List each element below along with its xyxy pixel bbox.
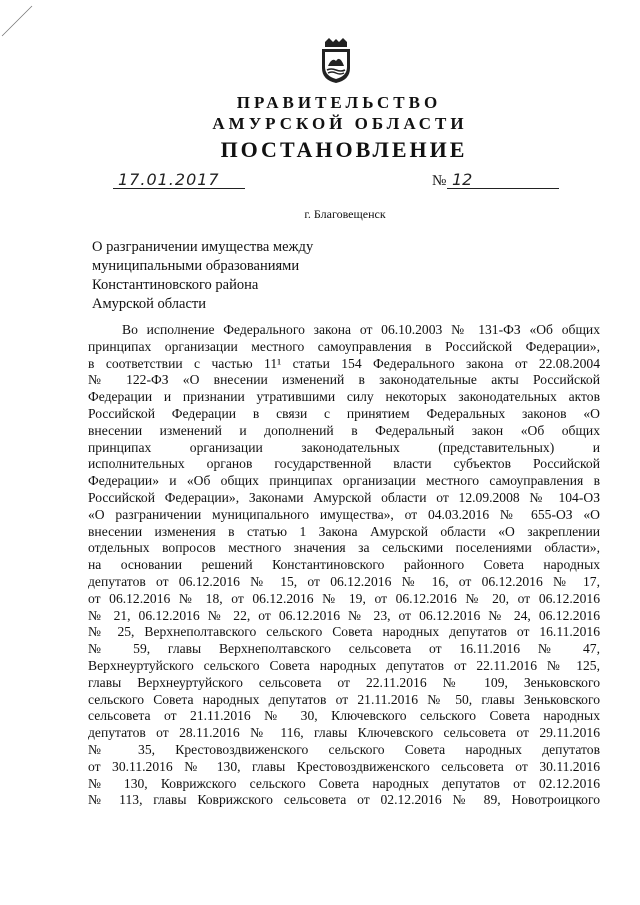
body-line: внесении изменения в статью 1 Закона Амурской области «О закреплении [88,523,600,539]
title-line: Амурской области [92,296,206,312]
body-line: отдельных вопросов местного значения за сельскими поселениями области», [88,540,600,556]
body-line: № 35, Крестовоздвиженского сельского Совета народных депутатов [88,741,600,757]
title-line: О разграничении имущества между [92,239,314,255]
city-name: г. Благовещенск [304,207,386,221]
body-line: Российской Федерации в связи с принятием Федеральных законов «О [88,405,600,421]
document-date: 17.01.2017 [118,170,220,189]
org-name-line2: АМУРСКОЙ ОБЛАСТИ [212,114,468,133]
body-line: внесении изменений и дополнений в Федеральный закон «Об общих [88,422,600,438]
body-line: № 59, главы Верхнеполтавского сельсовета от 16.11.2016 № 47, [88,641,600,657]
body-paragraph [88,322,600,809]
body-line: Верхнеуртуйского сельского Совета народных депутатов от 22.11.2016 № 125, [88,657,600,673]
org-name-line1: ПРАВИТЕЛЬСТВО [236,93,442,112]
document-number: 12 [452,170,473,189]
body-line: на основании решений Константиновского районного Совета народных [88,557,600,573]
body-line: принципах организации законодательных (представительных) и [88,439,600,455]
document-title [92,238,313,314]
number-underline [447,188,559,189]
body-line: сельского Совета народных депутатов от 21.11.2016 № 50, главы Зеньковского [88,691,600,707]
body-line: Российской Федерации», Законами Амурской области от 12.09.2008 № 104-ОЗ [88,489,600,505]
body-line: в соответствии с частью 11¹ статьи 154 Федерального закона от 22.08.2004 [88,355,600,371]
body-line: № 21, 06.12.2016 № 22, от 06.12.2016 № 23, от 06.12.2016 № 24, 06.12.2016 [88,607,600,623]
body-line: № 130, Коврижского сельского Совета народных депутатов от 02.12.2016 [88,775,600,791]
coat-of-arms-icon [319,38,353,84]
body-line: «О разграничении муниципального имущества», от 04.03.2016 № 655-ОЗ «О [88,506,600,522]
title-line: Константиновского района [92,277,259,293]
body-line: № 122-ФЗ «О внесении изменений в законодательные акты Российской [88,372,600,388]
body-line: принципах организации местного самоуправления в Российской Федерации», [88,338,600,354]
scan-mark-icon [0,0,40,40]
body-line: № 113, главы Коврижского сельсовета от 02.12.2016 № 89, Новотроицкого [88,792,600,808]
body-line: Федерации и признании утратившими силу некоторых законодательных актов [88,389,600,405]
body-line: от 06.12.2016 № 18, от 06.12.2016 № 19, от 06.12.2016 № 20, от 06.12.2016 [88,590,600,606]
body-line: Федерации» и «Об общих принципах организации местного самоуправления в [88,473,600,489]
body-line: от 30.11.2016 № 130, главы Крестовоздвиженского сельсовета от 30.11.2016 [88,758,600,774]
body-line: главы Верхнеуртуйского сельсовета от 22.11.2016 № 109, Зеньковского [88,674,600,690]
body-line: исполнительных органов государственной власти субъектов Российской [88,456,600,472]
body-line: депутатов от 28.11.2016 № 116, главы Ключевского сельсовета от 29.11.2016 [88,725,600,741]
date-underline [113,188,245,189]
body-line: сельсовета от 21.11.2016 № 30, Ключевского сельского Совета народных [88,708,600,724]
document-type: ПОСТАНОВЛЕНИЕ [220,137,468,162]
body-line: № 25, Верхнеполтавского сельского Совета народных депутатов от 16.11.2016 [88,624,600,640]
body-line: Во исполнение Федерального закона от 06.10.2003 № 131-ФЗ «Об общих [122,322,600,337]
title-line: муниципальными образованиями [92,258,300,274]
number-label: № [432,173,447,189]
body-line: депутатов от 06.12.2016 № 15, от 06.12.2016 № 16, от 06.12.2016 № 17, [88,573,600,589]
